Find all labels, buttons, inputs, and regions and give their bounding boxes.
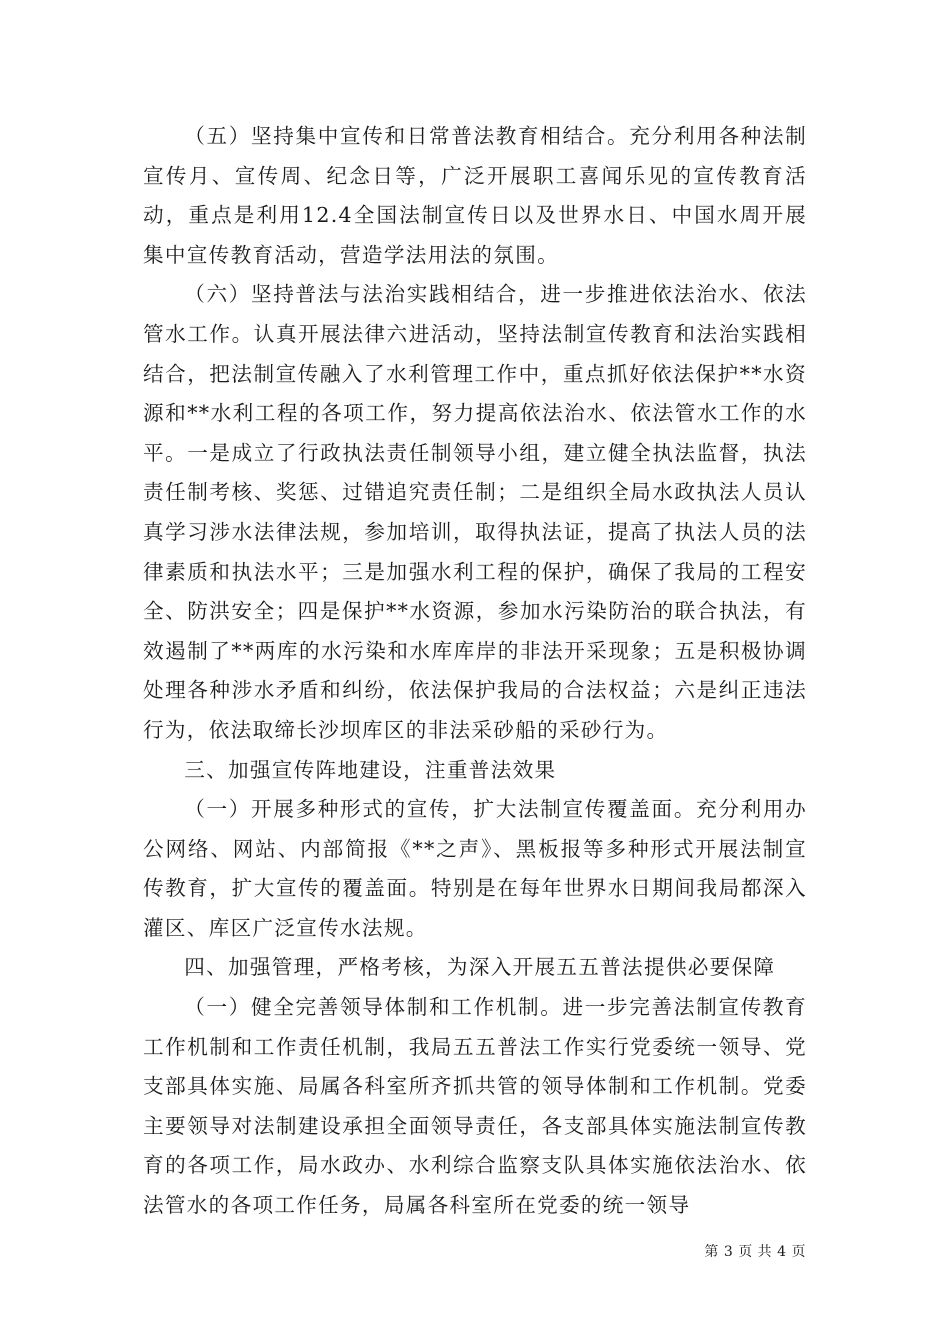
page-number-footer: 第 3 页 共 4 页 <box>704 1244 806 1260</box>
paragraph-5-publicity: （五）坚持集中宣传和日常普法教育相结合。充分利用各种法制宣传月、宣传周、纪念日等，广泛开展职工喜闻乐见的宣传教育活动，重点是利用12.4全国法制宣传日以及世界水日、中国水周开展集中宣传教育活动，营造学法用法的氛围。 <box>143 124 807 267</box>
section-heading-3: 三、加强宣传阵地建设，注重普法效果 <box>184 757 557 782</box>
section-heading-4: 四、加强管理，严格考核，为深入开展五五普法提供必要保障 <box>184 955 776 980</box>
paragraph-6-practice: （六）坚持普法与法治实践相结合，进一步推进依法治水、依法管水工作。认真开展法律六进活动，坚持法制宣传教育和法治实践相结合，把法制宣传融入了水利管理工作中，重点抓好依法保护**水资源和**水利工程的各项工作，努力提高依法治水、依法管水工作的水平。一是成立了行政执法责任制领导小组，建立健全执法监督，执法责任制考核、奖惩、过错追究责任制；二是组织全局水政执法人员认真学习涉水法律法规，参加培训，取得执法证，提高了执法人员的法律素质和执法水平；三是加强水利工程的保护，确保了我局的工程安全、防洪安全；四是保护**水资源，参加水污染防治的联合执法，有效遏制了**两库的水污染和水库库岸的非法开采现象；五是积极协调处理各种涉水矛盾和纠纷，依法保护我局的合法权益；六是纠正违法行为，依法取缔长沙坝库区的非法采砂船的采砂行为。 <box>143 282 807 742</box>
paragraph-4-1-leadership: （一）健全完善领导体制和工作机制。进一步完善法制宣传教育工作机制和工作责任机制，我局五五普法工作实行党委统一领导、党支部具体实施、局属各科室所齐抓共管的领导体制和工作机制。党委主要领导对法制建设承担全面领导责任，各支部具体实施法制宣传教育的各项工作，局水政办、水利综合监察支队具体实施依法治水、依法管水的各项工作任务，局属各科室所在党委的统一领导 <box>143 995 807 1218</box>
document-body <box>143 117 807 1226</box>
paragraph-3-1-forms: （一）开展多种形式的宣传，扩大法制宣传覆盖面。充分利用办公网络、网站、内部简报《**之声》、黑板报等多种形式开展法制宣传教育，扩大宣传的覆盖面。特别是在每年世界水日期间我局都深入灌区、库区广泛宣传水法规。 <box>143 797 807 940</box>
